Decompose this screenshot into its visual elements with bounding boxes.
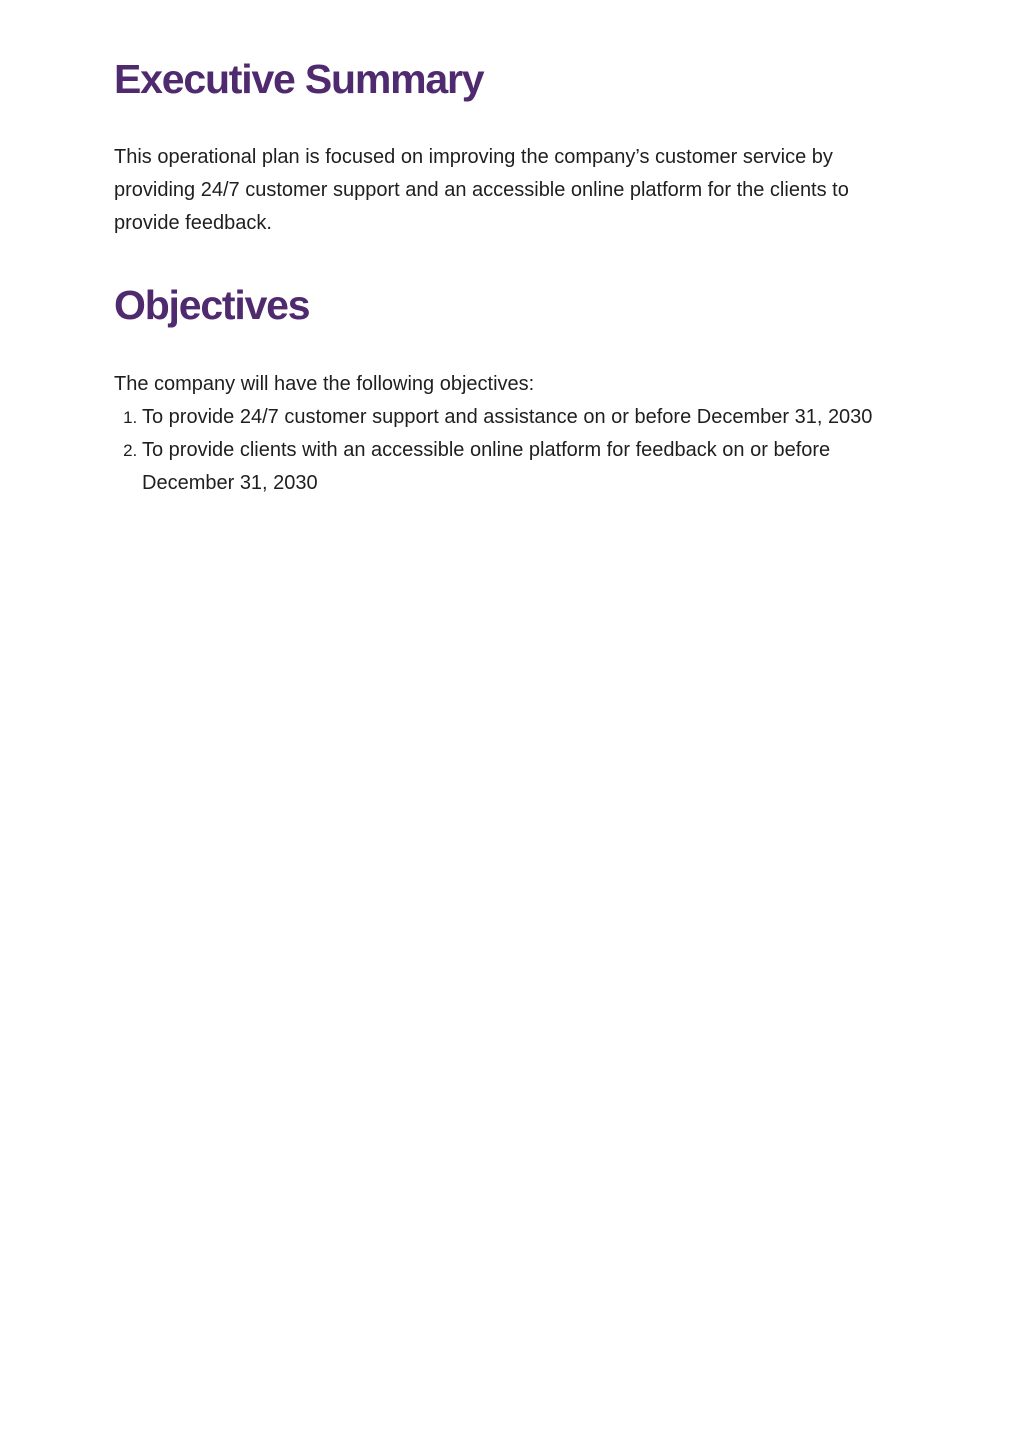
objectives-intro-paragraph: The company will have the following objectives: bbox=[114, 373, 535, 395]
document-page bbox=[114, 52, 904, 500]
objectives-list bbox=[114, 401, 904, 500]
objective-item: 2. To provide clients with an accessible online platform for feedback on or before December 31, 2030 bbox=[142, 434, 904, 500]
objective-item: 1. To provide 24/7 customer support and assistance on or before December 31, 2030 bbox=[142, 401, 904, 434]
executive-summary-paragraph: This operational plan is focused on improving the company’s customer service by providing 24/7 customer support and an accessible online platform for the clients to provide feedback. bbox=[114, 146, 849, 234]
executive-summary-heading: Executive Summary bbox=[114, 56, 484, 102]
objectives-heading: Objectives bbox=[114, 282, 310, 328]
